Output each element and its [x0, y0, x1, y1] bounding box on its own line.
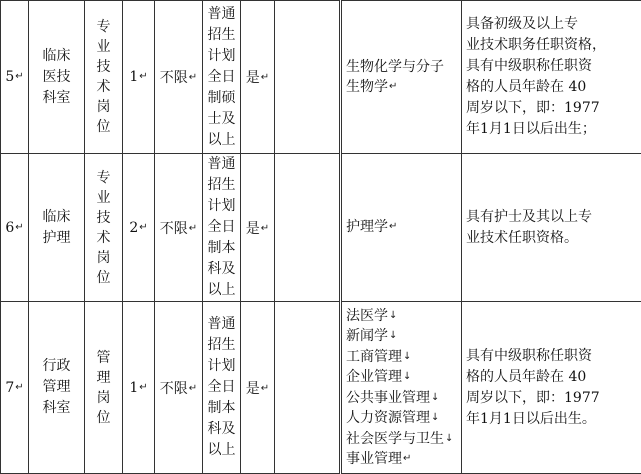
- count-cell: [123, 154, 155, 302]
- post-type-char: 位: [97, 117, 111, 137]
- return-mark-icon: ↵: [261, 223, 269, 234]
- condition-line: 周岁以下，即：1977: [466, 98, 639, 119]
- line-break-icon: ↓: [389, 330, 397, 341]
- row-number: 7: [5, 380, 14, 396]
- major-item: [346, 57, 461, 78]
- education-text: 招生: [203, 25, 240, 46]
- education-text: 制本: [203, 398, 240, 419]
- major-text: 社会医学与卫生: [346, 431, 444, 447]
- major-item: [346, 347, 461, 368]
- post-type-char: 位: [97, 408, 111, 428]
- major-text: 人力资源管理: [346, 410, 430, 426]
- major-item: [346, 77, 461, 98]
- return-mark-icon: ↵: [389, 221, 397, 232]
- count-cell: [123, 302, 155, 474]
- return-mark-icon: ↵: [139, 71, 147, 82]
- department-cell: [29, 302, 85, 474]
- return-mark-icon: ↵: [139, 222, 147, 233]
- table-row: [1, 154, 641, 302]
- department-text: 管理: [29, 377, 84, 398]
- education-text: 招生: [203, 335, 240, 356]
- return-mark-icon: ↵: [189, 72, 197, 83]
- conditions-cell: [462, 154, 641, 302]
- return-mark-icon: ↵: [261, 383, 269, 394]
- department-text: 临床: [29, 207, 84, 228]
- post-type-cell: [85, 302, 123, 474]
- line-break-icon: ↓: [403, 371, 411, 382]
- major-item: [346, 449, 461, 470]
- return-mark-icon: ↵: [189, 383, 197, 394]
- major-text: 护理学: [346, 219, 388, 235]
- education-text: 全日: [203, 67, 240, 88]
- line-break-icon: ↓: [431, 392, 439, 403]
- education-cell: [203, 302, 241, 474]
- count-cell: [123, 1, 155, 154]
- conditions-cell: [462, 1, 641, 154]
- return-mark-icon: ↵: [15, 71, 23, 82]
- post-type-char: 术: [97, 228, 111, 248]
- education-text: 计划: [203, 356, 240, 377]
- gender-requirement: 不限: [160, 221, 188, 237]
- post-count: 1: [129, 69, 138, 85]
- major-cell: [341, 302, 462, 474]
- education-text: 普通: [203, 314, 240, 335]
- empty-cell: [275, 154, 341, 302]
- table-row: [1, 1, 641, 154]
- gender-requirement: 不限: [160, 381, 188, 397]
- line-break-icon: ↓: [403, 351, 411, 362]
- major-text: 企业管理: [346, 369, 402, 385]
- department-text: 行政: [29, 356, 84, 377]
- major-text: 事业管理: [346, 451, 402, 467]
- major-cell: [341, 154, 462, 302]
- education-text: 招生: [203, 175, 240, 196]
- education-text: 士及: [203, 109, 240, 130]
- post-type-char: 业: [97, 188, 111, 208]
- major-text: 法医学: [346, 308, 388, 324]
- major-text: 新闻学: [346, 328, 388, 344]
- education-text: 以上: [203, 130, 240, 151]
- condition-line: 具有护士及其以上专: [466, 207, 639, 228]
- department-cell: [29, 154, 85, 302]
- department-text: 医技: [29, 67, 84, 88]
- post-type-char: 专: [97, 168, 111, 188]
- flag-value: 是: [246, 221, 260, 237]
- post-type-char: 岗: [97, 388, 111, 408]
- flag-cell: [241, 1, 275, 154]
- post-count: 1: [129, 380, 138, 396]
- table-row: [1, 302, 641, 474]
- flag-value: 是: [246, 70, 260, 86]
- education-text: 以上: [203, 440, 240, 461]
- post-count: 2: [129, 220, 138, 236]
- condition-line: 具有中级职称任职资: [466, 56, 639, 77]
- post-type-char: 岗: [97, 97, 111, 117]
- condition-line: 周岁以下，即：1977: [466, 388, 639, 409]
- education-text: 制本: [203, 238, 240, 259]
- major-text: 公共事业管理: [346, 390, 430, 406]
- major-cell: [341, 1, 462, 154]
- condition-line: 格的人员年龄在 40: [466, 77, 639, 98]
- row-number: 5: [5, 69, 14, 85]
- return-mark-icon: ↵: [261, 72, 269, 83]
- post-type-cell: [85, 154, 123, 302]
- condition-line: 格的人员年龄在 40: [466, 367, 639, 388]
- department-text: 科室: [29, 88, 84, 109]
- major-item: [346, 408, 461, 429]
- row-number-cell: [1, 1, 29, 154]
- department-text: 科室: [29, 398, 84, 419]
- empty-cell: [275, 302, 341, 474]
- post-type-cell: [85, 1, 123, 154]
- return-mark-icon: ↵: [403, 453, 411, 464]
- major-item: [346, 326, 461, 347]
- return-mark-icon: ↵: [15, 222, 23, 233]
- education-cell: [203, 1, 241, 154]
- condition-line: 年1月1日以后出生；: [466, 119, 639, 140]
- post-type-char: 技: [97, 208, 111, 228]
- post-type-char: 理: [97, 368, 111, 388]
- major-text: 生物学: [346, 79, 388, 95]
- education-text: 计划: [203, 46, 240, 67]
- education-text: 科及: [203, 419, 240, 440]
- major-item: [346, 388, 461, 409]
- gender-cell: [155, 1, 203, 154]
- flag-value: 是: [246, 381, 260, 397]
- major-text: 工商管理: [346, 349, 402, 365]
- flag-cell: [241, 302, 275, 474]
- education-text: 普通: [203, 4, 240, 25]
- conditions-cell: [462, 302, 641, 474]
- education-cell: [203, 154, 241, 302]
- post-type-char: 位: [97, 268, 111, 288]
- major-item: [346, 429, 461, 450]
- post-type-char: 术: [97, 77, 111, 97]
- return-mark-icon: ↵: [139, 382, 147, 393]
- line-break-icon: ↓: [431, 412, 439, 423]
- gender-cell: [155, 302, 203, 474]
- empty-cell: [275, 1, 341, 154]
- return-mark-icon: ↵: [189, 223, 197, 234]
- post-type-char: 业: [97, 37, 111, 57]
- education-text: 科及: [203, 259, 240, 280]
- condition-line: 具备初级及以上专: [466, 14, 639, 35]
- major-item: [346, 306, 461, 327]
- line-break-icon: ↓: [445, 433, 453, 444]
- department-text: 护理: [29, 228, 84, 249]
- department-cell: [29, 1, 85, 154]
- major-text: 生物化学与分子: [346, 59, 444, 75]
- major-item: [346, 367, 461, 388]
- major-item: [346, 217, 461, 238]
- row-number-cell: [1, 302, 29, 474]
- education-text: 普通: [203, 154, 240, 175]
- return-mark-icon: ↵: [389, 81, 397, 92]
- department-text: 临床: [29, 46, 84, 67]
- return-mark-icon: ↵: [15, 382, 23, 393]
- condition-line: 具有中级职称任职资: [466, 346, 639, 367]
- post-type-char: 技: [97, 57, 111, 77]
- row-number: 6: [5, 220, 14, 236]
- education-text: 全日: [203, 377, 240, 398]
- post-type-char: 岗: [97, 248, 111, 268]
- post-type-char: 管: [97, 348, 111, 368]
- condition-line: 业技术任职资格。: [466, 228, 639, 249]
- condition-line: 年1月1日以后出生。: [466, 409, 639, 430]
- gender-cell: [155, 154, 203, 302]
- education-text: 以上: [203, 280, 240, 301]
- flag-cell: [241, 154, 275, 302]
- line-break-icon: ↓: [389, 310, 397, 321]
- gender-requirement: 不限: [160, 70, 188, 86]
- condition-line: 业技术职务任职资格，: [466, 35, 639, 56]
- education-text: 计划: [203, 196, 240, 217]
- education-text: 全日: [203, 217, 240, 238]
- row-number-cell: [1, 154, 29, 302]
- post-type-char: 专: [97, 17, 111, 37]
- education-text: 制硕: [203, 88, 240, 109]
